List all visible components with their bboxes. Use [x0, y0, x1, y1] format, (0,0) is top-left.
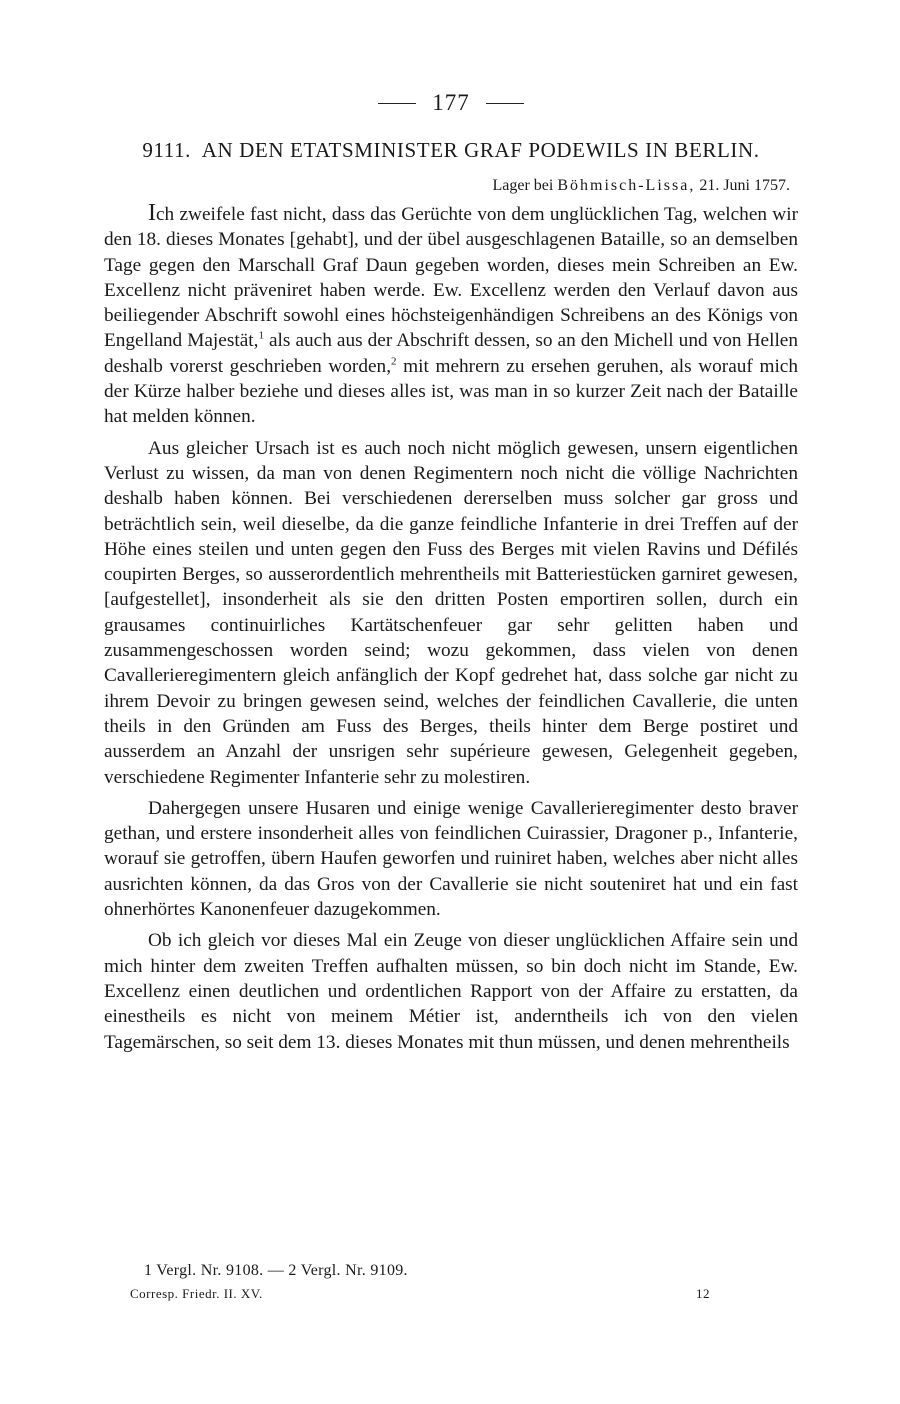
paragraph-2: Aus gleicher Ursach ist es auch noch nicht möglich gewesen, unsern eigentlichen Verlust zu wissen, da man von denen Regimentern noch nicht die völlige Nachrichten deshalb haben können. Bei verschiedenen dererselben muss solcher gar gross und beträchtlich sein, weil dieselbe, da die ganze feindliche Infanterie in drei Treffen auf der Höhe eines steilen und unten gegen den Fuss des Berges mit vielen Ravins und Défilés coupirten Berges, so ausserordentlich mehrentheils mit Batteriestücken garniret gewesen, [aufgestellet], insonderheit als sie den dritten Posten emportiren sollen, durch ein grausames continuirliches Kartätschenfeuer gar sehr gelitten haben und zusammengeschossen worden seind; wozu gekommen, dass vielen von denen Cavallerieregimentern gleich anfänglich der Kopf gedrehet hat, dass solche gar nicht zu ihrem Devoir zu bringen gewesen seind, welches der feindlichen Cavallerie, die unten theils in den Gründen am Fuss des Berges, theils hinter dem Berge postiret und ausserdem an Anzahl der unsrigen sehr supérieure gewesen, Gelegenheit gegeben, verschiedene Regimenter Infanterie sehr zu molestiren. — [104, 437, 798, 788]
letter-number: 9111. — [142, 138, 192, 162]
paragraph-3: Dahergegen unsere Husaren und einige wenige Cavallerieregimenter desto braver gethan, und erstere insonderheit alles von feindlichen Cuirassier, Dragoner p., Infanterie, worauf sie getroffen, übern Haufen geworfen und ruiniret haben, welches aber nicht alles ausrichten können, da das Gros von der Cavallerie sie nicht souteniret hat und ein fast ohnerhörtes Kanonenfeuer dazugekommen. — [104, 797, 798, 921]
initial-letter: I — [148, 200, 156, 226]
paragraph-4: Ob ich gleich vor dieses Mal ein Zeuge von dieser unglücklichen Affaire sein und mich hinter dem zweiten Treffen aufhalten müssen, so bin doch nicht im Stande, Ew. Excellenz einen deutlichen und ordentlichen Rapport von der Affaire zu erstatten, da einestheils es nicht von meinem Métier ist, anderntheils ich von den vielen Tagemärschen, so seit dem 13. dieses Monates mit thun müssen, und denen mehrentheils — [104, 930, 798, 1053]
page — [104, 88, 798, 1061]
folio-rule-right — [486, 103, 524, 104]
footnote-marker-1: 1 — [258, 330, 264, 343]
folio-rule-left — [378, 103, 416, 104]
letter-title: AN DEN ETATSMINISTER GRAF PODEWILS IN BERLIN. — [201, 138, 760, 162]
paragraph-1-text-a: ch zweifele fast nicht, dass das Gerüchte von dem unglücklichen Tag, welchen wir den 18. dieses Monates [gehabt], und der übel ausgeschlagenen Bataille, so an demselben Tage gegen den Marschall Graf Daun gegeben worden, dieses mein Schreiben an Ew. Excellenz nicht präveniret haben werde. Ew. Excellenz werden den Verlauf davon aus beiliegender Abschrift sowohl eines höchsteigenhändigen Schreibens an des Königs von Engelland Majestät, — [104, 204, 798, 352]
dateline — [104, 177, 798, 195]
footnotes: 1 Vergl. Nr. 9108. — 2 Vergl. Nr. 9109. — [144, 1262, 408, 1279]
footnote-marker-2: 2 — [391, 355, 397, 368]
letter-body — [104, 201, 798, 1055]
page-footer — [130, 1286, 710, 1302]
footer-source: Corresp. Friedr. II. XV. — [130, 1286, 263, 1301]
dateline-place: Böhmisch-Lissa, — [557, 177, 696, 194]
dateline-date: 21. Juni 1757. — [699, 177, 790, 194]
page-number: 177 — [432, 90, 470, 115]
paragraph-1-text-b: als auch aus der Abschrift dessen, so an den Michell und von Hellen deshalb vorerst geschrieben worden, — [104, 330, 799, 377]
page-number-line — [104, 88, 798, 118]
paragraph-1 — [104, 201, 798, 430]
dateline-prefix: Lager bei — [492, 177, 554, 194]
footer-signature: 12 — [696, 1286, 710, 1301]
letter-heading — [104, 138, 798, 163]
paragraph-1-text-c: mit mehrern zu ersehen geruhen, als worauf mich der Kürze halber beziehe und dieses alles ist, was man in so kurzer Zeit nach der Bataille hat melden können. — [104, 355, 799, 428]
